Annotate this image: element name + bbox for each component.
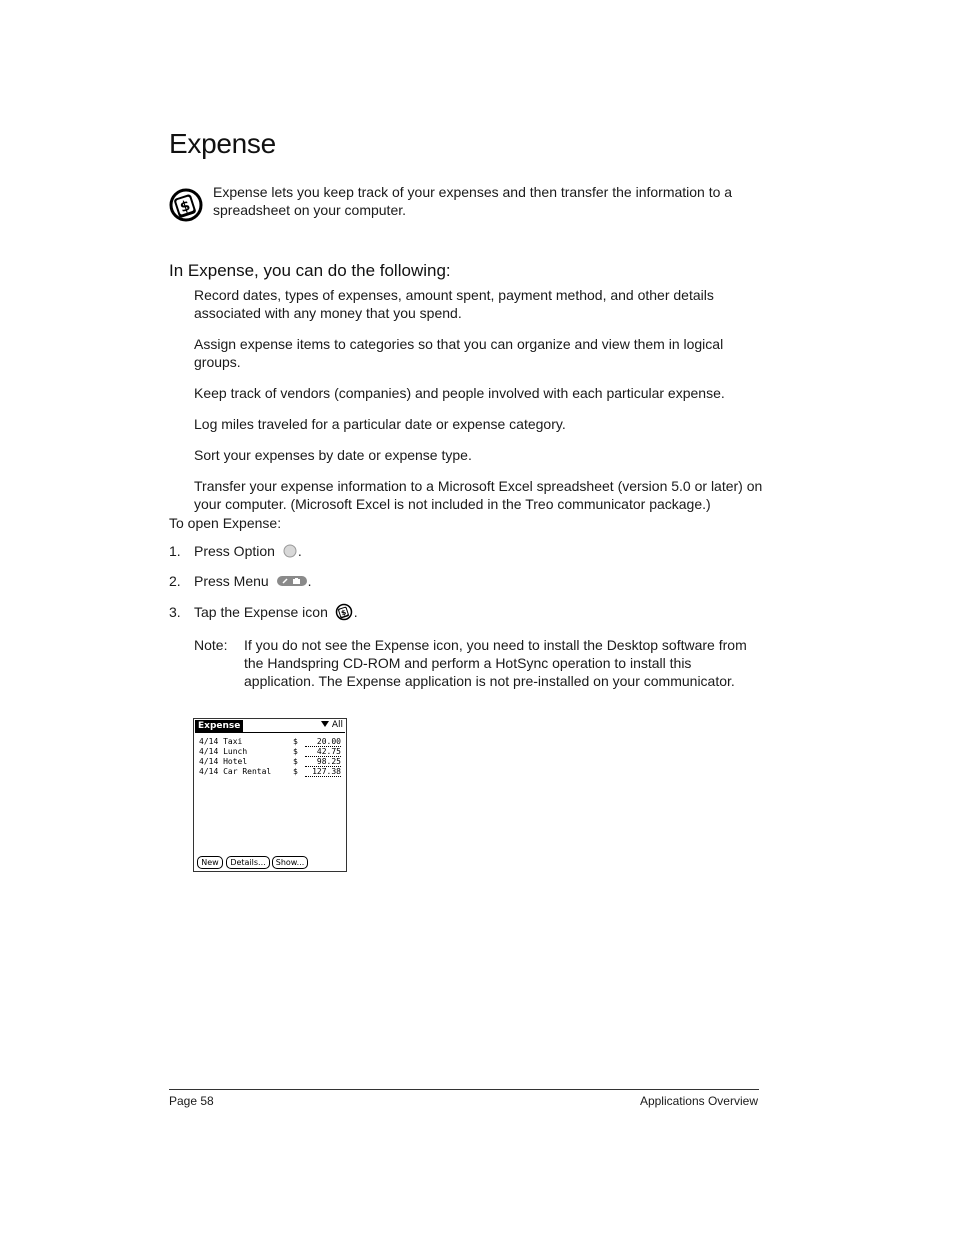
feature-item: Keep track of vendors (companies) and people involved with each particular expense. — [194, 385, 725, 401]
expense-screenshot — [193, 718, 347, 872]
page-title: Expense — [169, 128, 276, 159]
svg-text:$: $ — [178, 197, 193, 217]
new-button[interactable]: New — [197, 856, 223, 869]
procedure-heading: To open Expense: — [169, 515, 282, 531]
step-number: 2. — [169, 573, 181, 589]
expense-amount: 20.00 — [305, 737, 341, 747]
feature-item: Transfer your expense information to a Microsoft Excel spreadsheet (version 5.0 or later) on your computer. (Microsoft Excel is not included in the Treo communicator package.) — [194, 478, 763, 512]
note-label: Note: — [194, 637, 228, 653]
section-heading: In Expense, you can do the following: — [169, 261, 451, 280]
expense-amount: 127.38 — [305, 767, 341, 777]
step-end: . — [297, 543, 302, 559]
app-title-tab: Expense — [195, 720, 243, 733]
section-name: Applications Overview — [639, 1094, 758, 1108]
step-text: Press Option — [194, 543, 275, 559]
expense-desc: 4/14 Taxi — [199, 737, 243, 746]
page-number: Page 58 — [169, 1094, 214, 1108]
show-button[interactable]: Show... — [272, 856, 308, 869]
feature-list — [194, 286, 764, 526]
expense-icon — [334, 603, 354, 621]
step-number: 1. — [169, 543, 181, 559]
expense-row[interactable] — [199, 767, 341, 777]
step-1 — [169, 542, 302, 560]
footer-rule — [169, 1089, 759, 1090]
expense-currency: $ — [293, 747, 298, 756]
expense-row[interactable] — [199, 737, 341, 747]
expense-desc: 4/14 Hotel — [199, 757, 248, 766]
step-text: Tap the Expense icon — [194, 604, 328, 620]
step-number: 3. — [169, 604, 181, 620]
svg-text:$: $ — [339, 608, 347, 618]
category-picker[interactable] — [321, 720, 343, 731]
expense-desc: 4/14 Car Rental — [199, 767, 272, 776]
expense-row[interactable] — [199, 757, 341, 767]
feature-item: Sort your expenses by date or expense type. — [194, 447, 472, 463]
note-text: If you do not see the Expense icon, you need to install the Desktop software from the Handspring CD-ROM and perform a HotSync operation to install this application. The Expense application is not pre-installed on your communicator. — [244, 637, 747, 689]
step-end: . — [353, 604, 358, 620]
details-button[interactable]: Details... — [226, 856, 270, 869]
expense-desc: 4/14 Lunch — [199, 747, 248, 756]
dropdown-triangle-icon — [321, 721, 329, 727]
expense-currency: $ — [293, 767, 298, 776]
step-3 — [169, 603, 358, 621]
title-divider — [195, 732, 345, 733]
option-button-icon — [282, 544, 298, 558]
expense-amount: 42.75 — [305, 747, 341, 757]
expense-row[interactable] — [199, 747, 341, 757]
expense-currency: $ — [293, 757, 298, 766]
step-text: Press Menu — [194, 573, 269, 589]
note-block — [194, 636, 764, 690]
expense-amount: 98.25 — [305, 757, 341, 767]
step-2 — [169, 572, 311, 590]
feature-item: Log miles traveled for a particular date or expense category. — [194, 416, 566, 432]
feature-item: Assign expense items to categories so that you can organize and view them in logical groups. — [194, 336, 724, 370]
expense-app-icon — [169, 187, 203, 223]
step-end: . — [307, 573, 312, 589]
expense-currency: $ — [293, 737, 298, 746]
menu-button-icon — [276, 574, 308, 588]
category-value: All — [331, 720, 343, 730]
intro-paragraph: Expense lets you keep track of your expenses and then transfer the information to a spreadsheet on your computer. — [213, 184, 733, 218]
feature-item: Record dates, types of expenses, amount spent, payment method, and other details associated with any money that you spend. — [194, 287, 714, 321]
